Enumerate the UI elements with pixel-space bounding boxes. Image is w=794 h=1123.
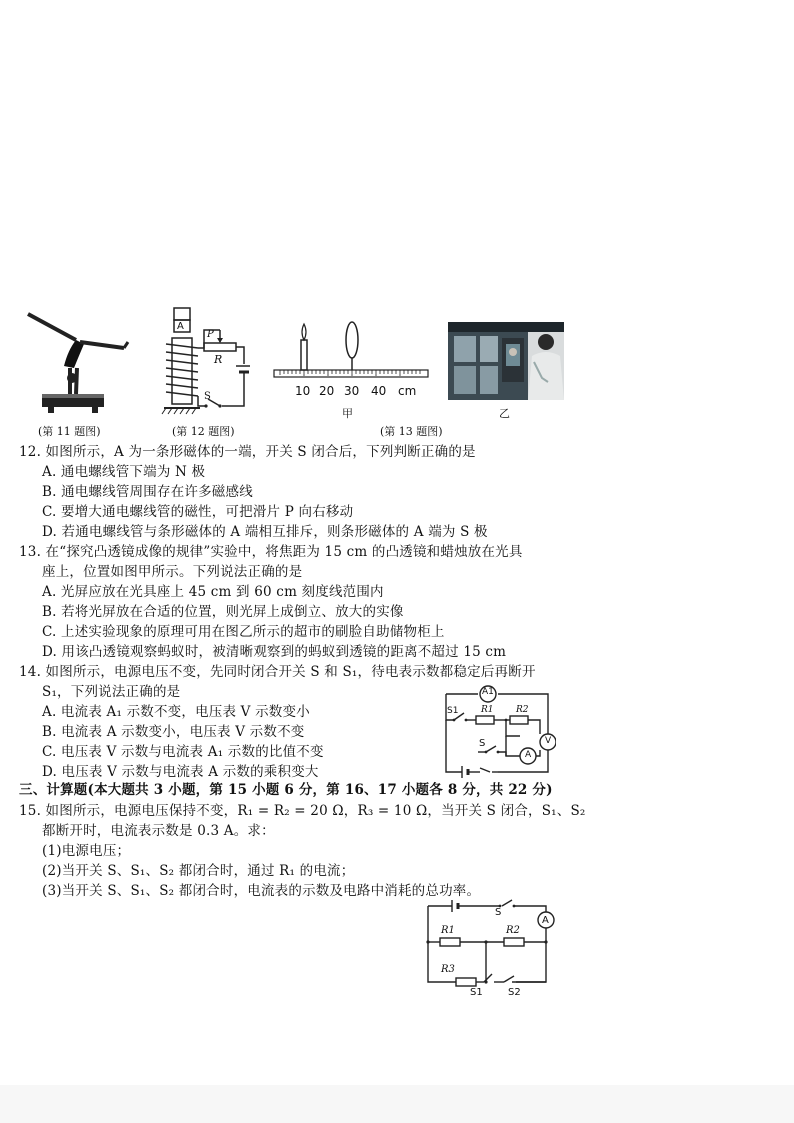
q15-label-A: A — [542, 915, 549, 926]
q15-label-R3: R3 — [441, 964, 455, 975]
q12-option-d: D. 若通电螺线管与条形磁体的 A 端相互排斥，则条形磁体的 A 端为 S 极 — [42, 524, 488, 540]
q13-option-a: A. 光屏应放在光具座上 45 cm 到 60 cm 刻度线范围内 — [42, 584, 384, 600]
q13-option-d: D. 用该凸透镜观察蚂蚁时，被清晰观察到的蚂蚁到透镜的距离不超过 15 cm — [42, 644, 507, 660]
q13-stem-line2: 座上，位置如图甲所示。下列说法正确的是 — [42, 564, 303, 580]
q14-label-V: V — [545, 736, 552, 746]
q14-label-S: S — [479, 738, 486, 749]
ruler-tick-30: 30 — [344, 384, 360, 398]
locker-photo — [448, 322, 564, 400]
q15-stem-line1: 15. 如图所示，电源电压保持不变，R₁ = R₂ = 20 Ω，R₃ = 10 Ω，当开关 S 闭合，S₁、S₂ — [19, 803, 586, 819]
fig11-caption: (第 11 题图) — [38, 425, 101, 438]
q15-part-2: (2)当开关 S、S₁、S₂ 都闭合时，通过 R₁ 的电流； — [42, 863, 355, 879]
q15-label-R1: R1 — [441, 925, 455, 936]
q14-option-b: B. 电流表 A 示数变小，电压表 V 示数不变 — [42, 724, 305, 740]
q14-label-R1: R1 — [481, 705, 494, 715]
q14-label-R2: R2 — [516, 705, 529, 715]
ruler-unit-cm: cm — [398, 384, 417, 398]
q14-label-A1: A1 — [482, 687, 494, 697]
q15-label-S2: S2 — [508, 987, 521, 998]
q12-option-b: B. 通电螺线管周围存在许多磁感线 — [42, 484, 253, 500]
fig12-label-R: R — [214, 353, 223, 366]
fig12-label-P: P — [207, 329, 214, 340]
q14-label-S1: S1 — [447, 706, 459, 716]
q13-option-b: B. 若将光屏放在合适的位置，则光屏上成倒立、放大的实像 — [42, 604, 404, 620]
q12-stem: 12. 如图所示，A 为一条形磁体的一端，开关 S 闭合后，下列判断正确的是 — [19, 444, 476, 460]
q14-option-d: D. 电压表 V 示数与电流表 A 示数的乘积变大 — [42, 764, 319, 780]
q14-stem-line2: S₁，下列说法正确的是 — [42, 684, 181, 700]
q15-part-3: (3)当开关 S、S₁、S₂ 都闭合时，电流表的示数及电路中消耗的总功率。 — [42, 883, 481, 899]
gymnast-figure — [20, 306, 132, 416]
q14-option-a: A. 电流表 A₁ 示数不变，电压表 V 示数变小 — [42, 704, 310, 720]
q15-label-S: S — [495, 907, 502, 918]
q14-stem-line1: 14. 如图所示，电源电压不变，先同时闭合开关 S 和 S₁，待电表示数都稳定后再断开 — [19, 664, 536, 680]
fig13-sub-yi: 乙 — [499, 407, 510, 420]
ruler-tick-20: 20 — [319, 384, 335, 398]
page-footer-strip — [0, 1085, 794, 1123]
ruler-tick-10: 10 — [295, 384, 311, 398]
fig13-caption: (第 13 题图) — [380, 425, 443, 438]
fig12-label-S: S — [204, 391, 211, 402]
optical-bench-figure — [272, 318, 432, 384]
q12-option-a: A. 通电螺线管下端为 N 极 — [42, 464, 206, 480]
q15-circuit-figure — [420, 896, 560, 996]
q15-label-R2: R2 — [506, 925, 520, 936]
q13-option-c: C. 上述实验现象的原理可用在图乙所示的超市的刷脸自助储物柜上 — [42, 624, 445, 640]
q15-part-1: (1)电源电压； — [42, 843, 131, 859]
fig13-sub-jia: 甲 — [342, 407, 353, 420]
q14-label-A: A — [525, 750, 532, 760]
q15-stem-line2: 都断开时，电流表示数是 0.3 A。求： — [42, 823, 275, 839]
q15-label-S1: S1 — [470, 987, 483, 998]
q14-circuit-figure — [440, 680, 556, 778]
section-3-heading: 三、计算题(本大题共 3 小题，第 15 小题 6 分，第 16、17 小题各 8 分，共 22 分) — [19, 782, 553, 798]
q13-stem-line1: 13. 在“探究凸透镜成像的规律”实验中，将焦距为 15 cm 的凸透镜和蜡烛放在光具 — [19, 544, 523, 560]
q14-option-c: C. 电压表 V 示数与电流表 A₁ 示数的比值不变 — [42, 744, 324, 760]
fig12-caption: (第 12 题图) — [172, 425, 235, 438]
ruler-tick-40: 40 — [371, 384, 387, 398]
q12-option-c: C. 要增大通电螺线管的磁性，可把滑片 P 向右移动 — [42, 504, 354, 520]
fig12-label-A: A — [177, 321, 184, 332]
